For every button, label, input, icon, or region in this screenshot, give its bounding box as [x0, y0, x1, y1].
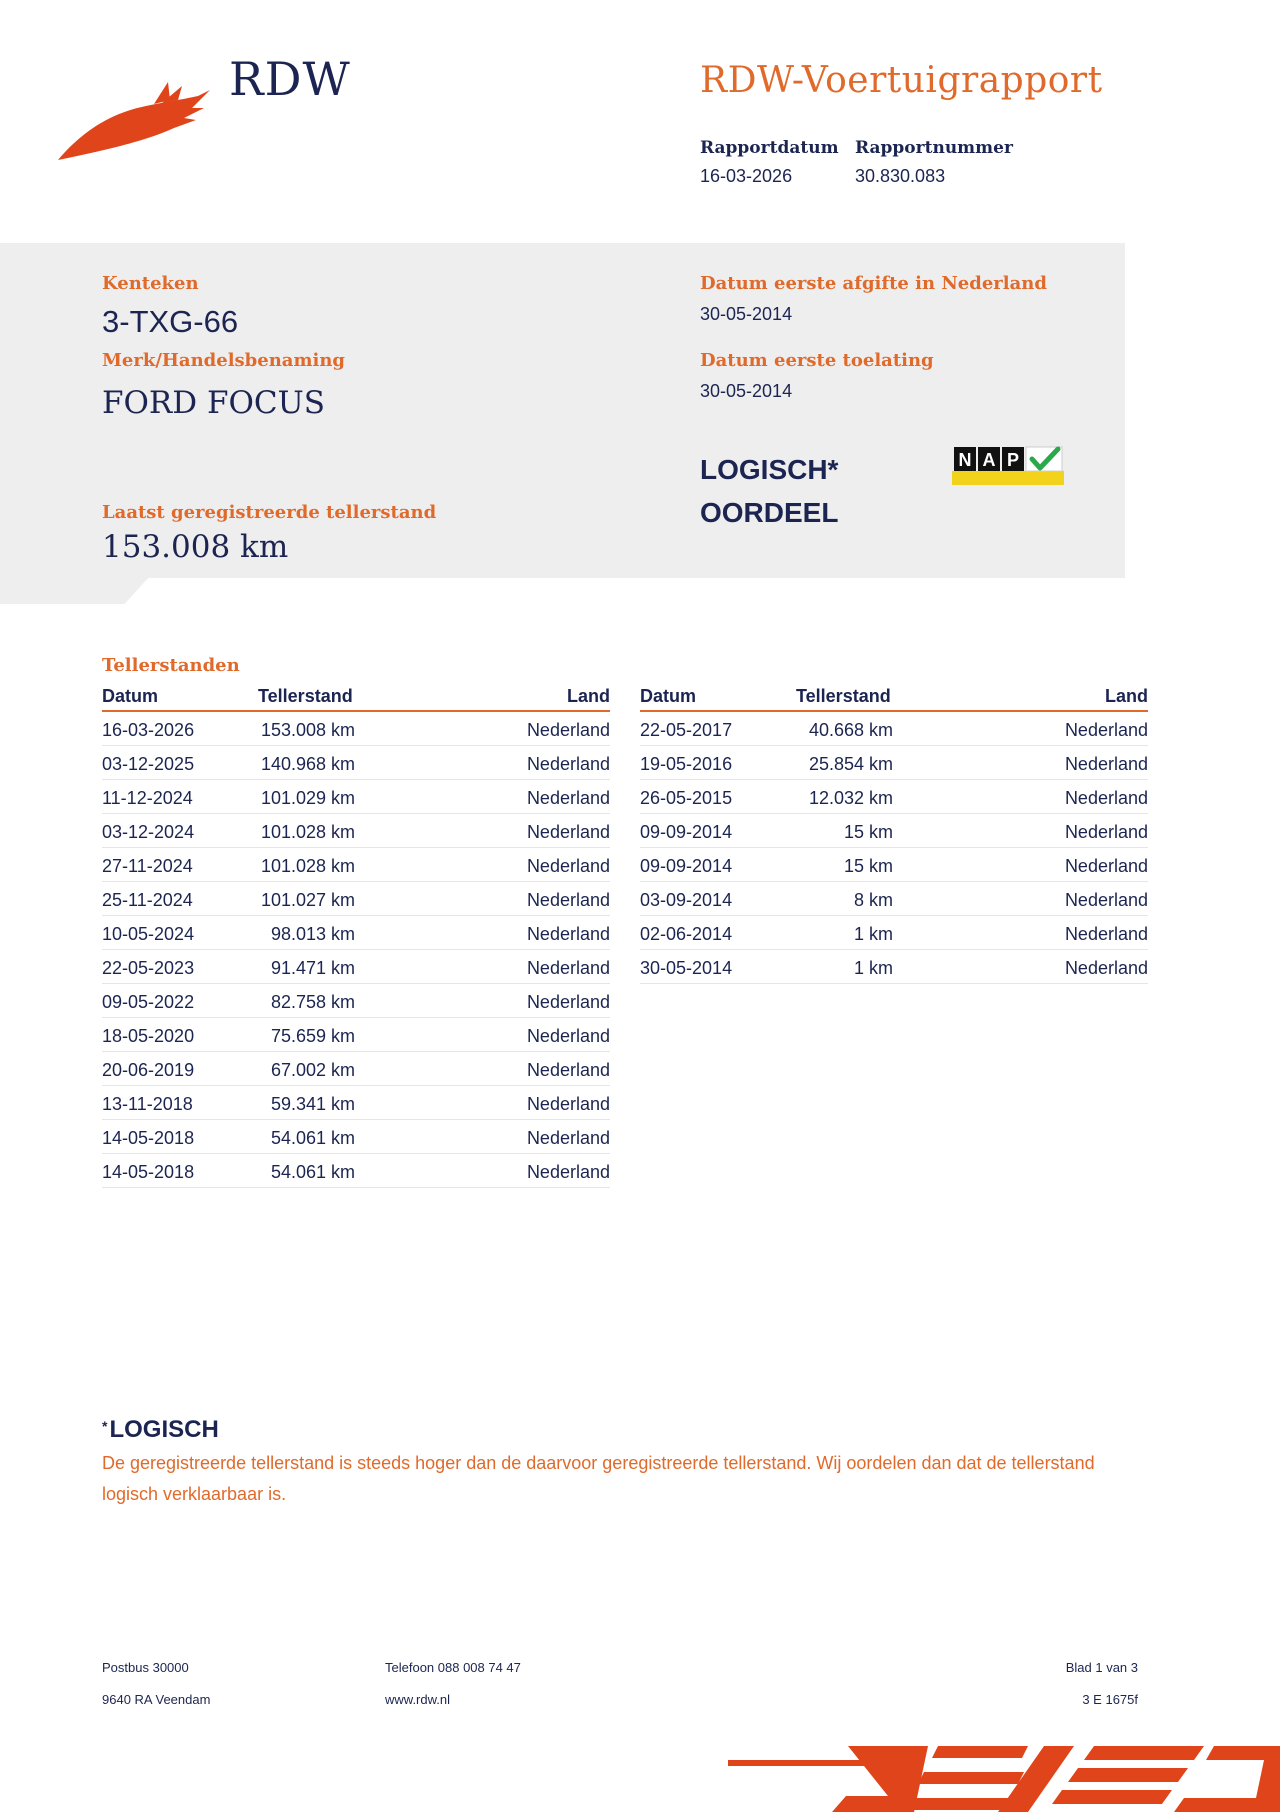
country-cell: Nederland	[526, 788, 610, 808]
table-row	[640, 916, 1148, 950]
license-plate: 3-TXG-66	[102, 304, 239, 339]
rdw-logo-icon	[58, 78, 210, 160]
date-cell: 13-11-2018	[102, 1094, 193, 1114]
first-issue-date: 30-05-2014	[700, 304, 793, 324]
country-cell: Nederland	[526, 822, 610, 842]
country-cell: Nederland	[526, 754, 610, 774]
odometer-cell: 59.341 km	[270, 1094, 355, 1114]
country-cell: Nederland	[526, 992, 610, 1012]
date-cell: 09-09-2014	[640, 856, 733, 876]
odometer-table-right	[640, 682, 1148, 984]
date-cell: 26-05-2015	[640, 788, 733, 808]
verdict-line-2: OORDEEL	[700, 497, 839, 528]
verdict	[700, 448, 838, 534]
date-cell: 25-11-2024	[102, 890, 193, 910]
odometer-cell: 101.029 km	[260, 788, 355, 808]
country-cell: Nederland	[526, 1162, 610, 1182]
odometer-cell: 67.002 km	[270, 1060, 355, 1080]
odometer-cell: 15 km	[843, 822, 893, 842]
first-issue-label: Datum eerste afgifte in Nederland	[700, 273, 1047, 294]
report-date: 16-03-2026	[700, 166, 793, 186]
country-cell: Nederland	[526, 924, 610, 944]
table-row	[640, 950, 1148, 984]
date-cell: 11-12-2024	[102, 788, 193, 808]
table-row	[102, 1086, 610, 1120]
odometer-cell: 25.854 km	[808, 754, 893, 774]
country-cell: Nederland	[1064, 958, 1148, 978]
country-cell: Nederland	[1064, 788, 1148, 808]
table-row	[102, 848, 610, 882]
date-cell: 09-09-2014	[640, 822, 733, 842]
table-row	[102, 950, 610, 984]
nap-letter-p: P	[1006, 450, 1020, 470]
odometer-value: 153.008 km	[102, 529, 289, 565]
country-cell: Nederland	[526, 1128, 610, 1148]
date-cell: 20-06-2019	[102, 1060, 195, 1080]
column-header-country: Land	[1105, 686, 1148, 706]
country-cell: Nederland	[1064, 720, 1148, 740]
country-cell: Nederland	[526, 1026, 610, 1046]
footer-city: 9640 RA Veendam	[102, 1692, 211, 1707]
date-cell: 19-05-2016	[640, 754, 733, 774]
column-header-date: Datum	[640, 686, 697, 706]
odometer-cell: 153.008 km	[260, 720, 355, 740]
table-row	[102, 746, 610, 780]
odometer-cell: 1 km	[853, 924, 893, 944]
odometer-cell: 101.028 km	[260, 822, 355, 842]
column-header-odometer: Tellerstand	[258, 686, 353, 706]
country-cell: Nederland	[1064, 856, 1148, 876]
nap-letter-n: N	[958, 450, 972, 470]
date-cell: 03-12-2024	[102, 822, 195, 842]
column-header-odometer: Tellerstand	[796, 686, 891, 706]
date-cell: 27-11-2024	[102, 856, 193, 876]
odometer-cell: 54.061 km	[270, 1162, 355, 1182]
footnote-title	[102, 1416, 219, 1444]
date-cell: 02-06-2014	[640, 924, 733, 944]
table-row	[640, 848, 1148, 882]
footer-page-number: Blad 1 van 3	[1065, 1660, 1138, 1675]
country-cell: Nederland	[1064, 924, 1148, 944]
date-cell: 14-05-2018	[102, 1128, 195, 1148]
country-cell: Nederland	[526, 890, 610, 910]
table-header	[102, 682, 610, 712]
table-row	[640, 780, 1148, 814]
rdw-decoration-stripes	[728, 1738, 1280, 1812]
country-cell: Nederland	[526, 1060, 610, 1080]
table-row	[102, 882, 610, 916]
odometer-table-title: Tellerstanden	[102, 655, 240, 676]
date-cell: 03-12-2025	[102, 754, 195, 774]
footnote-text: De geregistreerde tellerstand is steeds hoger dan de daarvoor geregistreerde tellerstand. Wij oordelen dan dat de tellerstand logisch verklaarbaar is.	[102, 1453, 1095, 1504]
table-row	[102, 916, 610, 950]
nap-letter-a: A	[982, 450, 996, 470]
odometer-cell: 91.471 km	[270, 958, 355, 978]
odometer-cell: 140.968 km	[260, 754, 355, 774]
date-cell: 10-05-2024	[102, 924, 195, 944]
country-cell: Nederland	[526, 720, 610, 740]
table-row	[102, 712, 610, 746]
table-header	[640, 682, 1148, 712]
report-title: RDW-Voertuigrapport	[700, 60, 1103, 101]
odometer-cell: 12.032 km	[808, 788, 893, 808]
odometer-cell: 101.028 km	[260, 856, 355, 876]
table-row	[640, 746, 1148, 780]
report-number: 30.830.083	[855, 166, 946, 186]
country-cell: Nederland	[526, 1094, 610, 1114]
odometer-cell: 8 km	[853, 890, 893, 910]
plate-label: Kenteken	[102, 273, 199, 294]
date-cell: 30-05-2014	[640, 958, 733, 978]
summary-panel-tab	[0, 576, 150, 604]
date-cell: 14-05-2018	[102, 1162, 195, 1182]
nap-logo	[952, 443, 1064, 485]
report-date-label: Rapportdatum	[700, 138, 839, 158]
report-number-label: Rapportnummer	[855, 138, 1013, 158]
table-row	[102, 1120, 610, 1154]
date-cell: 22-05-2023	[102, 958, 195, 978]
table-row	[640, 882, 1148, 916]
country-cell: Nederland	[1064, 890, 1148, 910]
first-admission-date: 30-05-2014	[700, 381, 793, 401]
country-cell: Nederland	[526, 958, 610, 978]
footer-code: 3 E 1675f	[1082, 1692, 1138, 1707]
date-cell: 03-09-2014	[640, 890, 733, 910]
column-header-date: Datum	[102, 686, 159, 706]
first-admission-label: Datum eerste toelating	[700, 350, 934, 371]
footer-website-link[interactable]: www.rdw.nl	[385, 1692, 451, 1707]
odometer-cell: 54.061 km	[270, 1128, 355, 1148]
table-row	[102, 1052, 610, 1086]
verdict-line-1: LOGISCH*	[700, 454, 839, 485]
odometer-cell: 101.027 km	[260, 890, 355, 910]
footnote-title-text: LOGISCH	[109, 1416, 219, 1443]
logo-text: RDW	[229, 52, 351, 106]
odometer-cell: 82.758 km	[270, 992, 355, 1012]
table-row	[102, 814, 610, 848]
odometer-cell: 40.668 km	[808, 720, 893, 740]
date-cell: 18-05-2020	[102, 1026, 195, 1046]
odometer-cell: 98.013 km	[270, 924, 355, 944]
table-row	[102, 1018, 610, 1052]
make-label: Merk/Handelsbenaming	[102, 350, 346, 371]
odometer-cell: 1 km	[853, 958, 893, 978]
table-row	[640, 712, 1148, 746]
table-row	[102, 1154, 610, 1188]
date-cell: 22-05-2017	[640, 720, 733, 740]
table-row	[640, 814, 1148, 848]
table-row	[102, 984, 610, 1018]
odometer-cell: 15 km	[843, 856, 893, 876]
footer-postbus: Postbus 30000	[102, 1660, 189, 1675]
odometer-cell: 75.659 km	[270, 1026, 355, 1046]
table-row	[102, 780, 610, 814]
country-cell: Nederland	[526, 856, 610, 876]
odometer-table-left	[102, 682, 610, 1188]
odometer-label: Laatst geregistreerde tellerstand	[102, 502, 437, 523]
column-header-country: Land	[567, 686, 610, 706]
country-cell: Nederland	[1064, 754, 1148, 774]
country-cell: Nederland	[1064, 822, 1148, 842]
date-cell: 16-03-2026	[102, 720, 195, 740]
footnote-star: *	[102, 1418, 108, 1434]
footer-phone: Telefoon 088 008 74 47	[385, 1660, 521, 1675]
date-cell: 09-05-2022	[102, 992, 195, 1012]
make-value: FORD FOCUS	[102, 385, 325, 421]
